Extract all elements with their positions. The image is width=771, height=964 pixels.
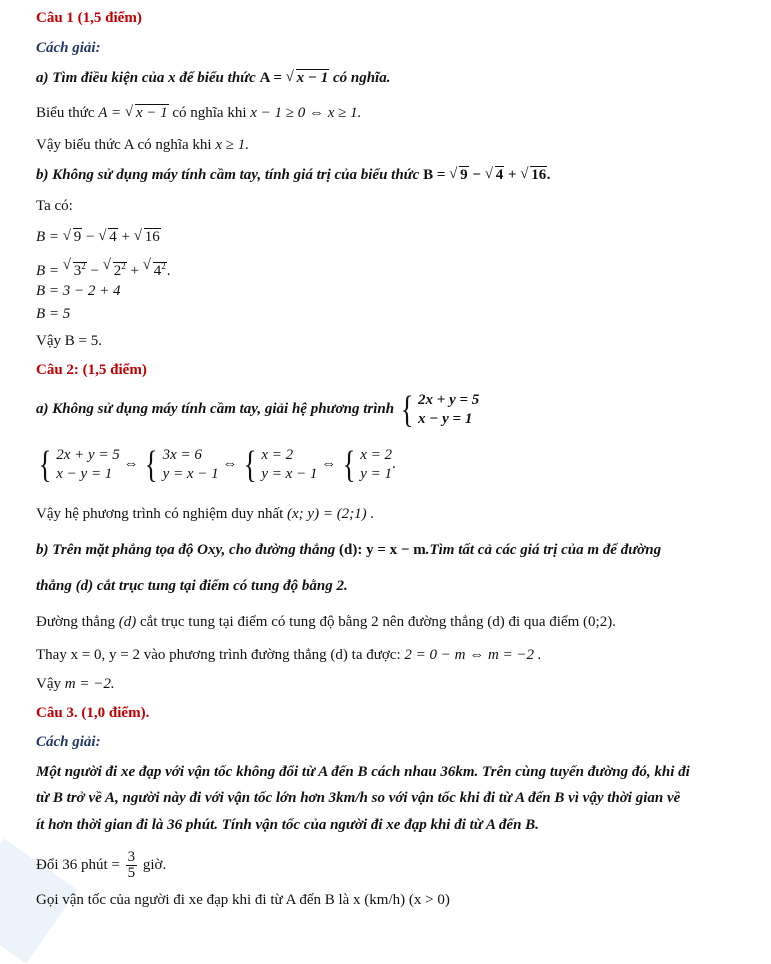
sqrt-expression: √ x − 1 [286,68,330,88]
q2b-line3: Vậy m = −2. [36,676,115,692]
q3-problem-line1: Một người đi xe đạp với vận tốc không đổi từ A đến B cách nhau 36km. Trên cùng tuyến đường đó, khi đi [36,764,690,780]
q1-title: Câu 1 (1,5 điểm) [36,10,142,26]
q2b-line1: Đường thẳng (d) cắt trục tung tại điểm có tung độ bằng 2 nên đường thẳng (d) đi qua điểm (0;2). [36,614,616,630]
q2b-prompt-line2: thẳng (d) cắt trục tung tại điểm có tung độ bằng 2. [36,578,348,594]
q1b-step2: B = √ $3^2$ − √ $2^2$ + √ $4^2$. [36,256,170,281]
q2a-prompt: a) Không sử dụng máy tính cầm tay, giải hệ phương trình { 2x + y = 5 x − y = 1 [36,388,480,431]
q3-title: Câu 3. (1,0 điểm). [36,705,150,721]
q1a-prompt: a) Tìm điều kiện của x để biểu thức A = √ x − 1 có nghĩa. [36,68,390,88]
q1a-line2: Vậy biểu thức A có nghĩa khi x ≥ 1. [36,137,249,153]
q3-conversion: Đổi 36 phút = $\frac{3}{5}$ giờ. [36,849,167,882]
q1-method-heading: Cách giải: [36,40,101,56]
fraction: $\frac{3}{5}$ [127,849,136,882]
q3-problem-line3: ít hơn thời gian đi là 36 phút. Tính vận tốc của người đi xe đạp khi đi từ A đến B. [36,817,539,833]
equation-system: { 2x + y = 5 x − y = 1 [400,388,480,431]
q2b-prompt-line1: b) Trên mặt phẳng tọa độ Oxy, cho đường thẳng (d): y = x − m.Tìm tất cả các giá trị của m để đường [36,542,662,558]
q1b-step1: B = √ 9 − √ 4 + √ 16 [36,227,161,247]
q1b-taco: Ta có: [36,198,73,214]
q2a-solution-steps: { 2x + y = 5 x − y = 1 ⇔ { 3x = 6 y = x − 1 ⇔ { x = 2 y = x − 1 ⇔ { x = 2 y = 1 . [38,443,396,486]
q1b-step4: B = 5 [36,306,71,322]
q1b-prompt: b) Không sử dụng máy tính cầm tay, tính giá trị của biểu thức B = √ 9 − √ 4 + √ 16. [36,165,551,185]
q2-title: Câu 2: (1,5 điểm) [36,362,147,378]
q1a-line1: Biểu thức A = √ x − 1 có nghĩa khi x − 1 ≥ 0 ⇔ x ≥ 1. [36,103,361,123]
q2b-line2: Thay x = 0, y = 2 vào phương trình đường thẳng (d) ta được: 2 = 0 − m ⇔ m = −2 . [36,647,542,663]
q2a-conclusion: Vậy hệ phương trình có nghiệm duy nhất (x; y) = (2;1) . [36,506,375,522]
q1b-conclusion: Vậy B = 5. [36,333,102,349]
q1b-step3: B = 3 − 2 + 4 [36,283,121,299]
q3-let: Gọi vận tốc của người đi xe đạp khi đi từ A đến B là x (km/h) (x > 0) [36,892,450,908]
q3-problem-line2: từ B trở về A, người này đi với vận tốc lớn hơn 3km/h so với vận tốc khi đi từ A đến B vì vậy thời gian về [36,790,681,806]
q3-method-heading: Cách giải: [36,734,101,750]
